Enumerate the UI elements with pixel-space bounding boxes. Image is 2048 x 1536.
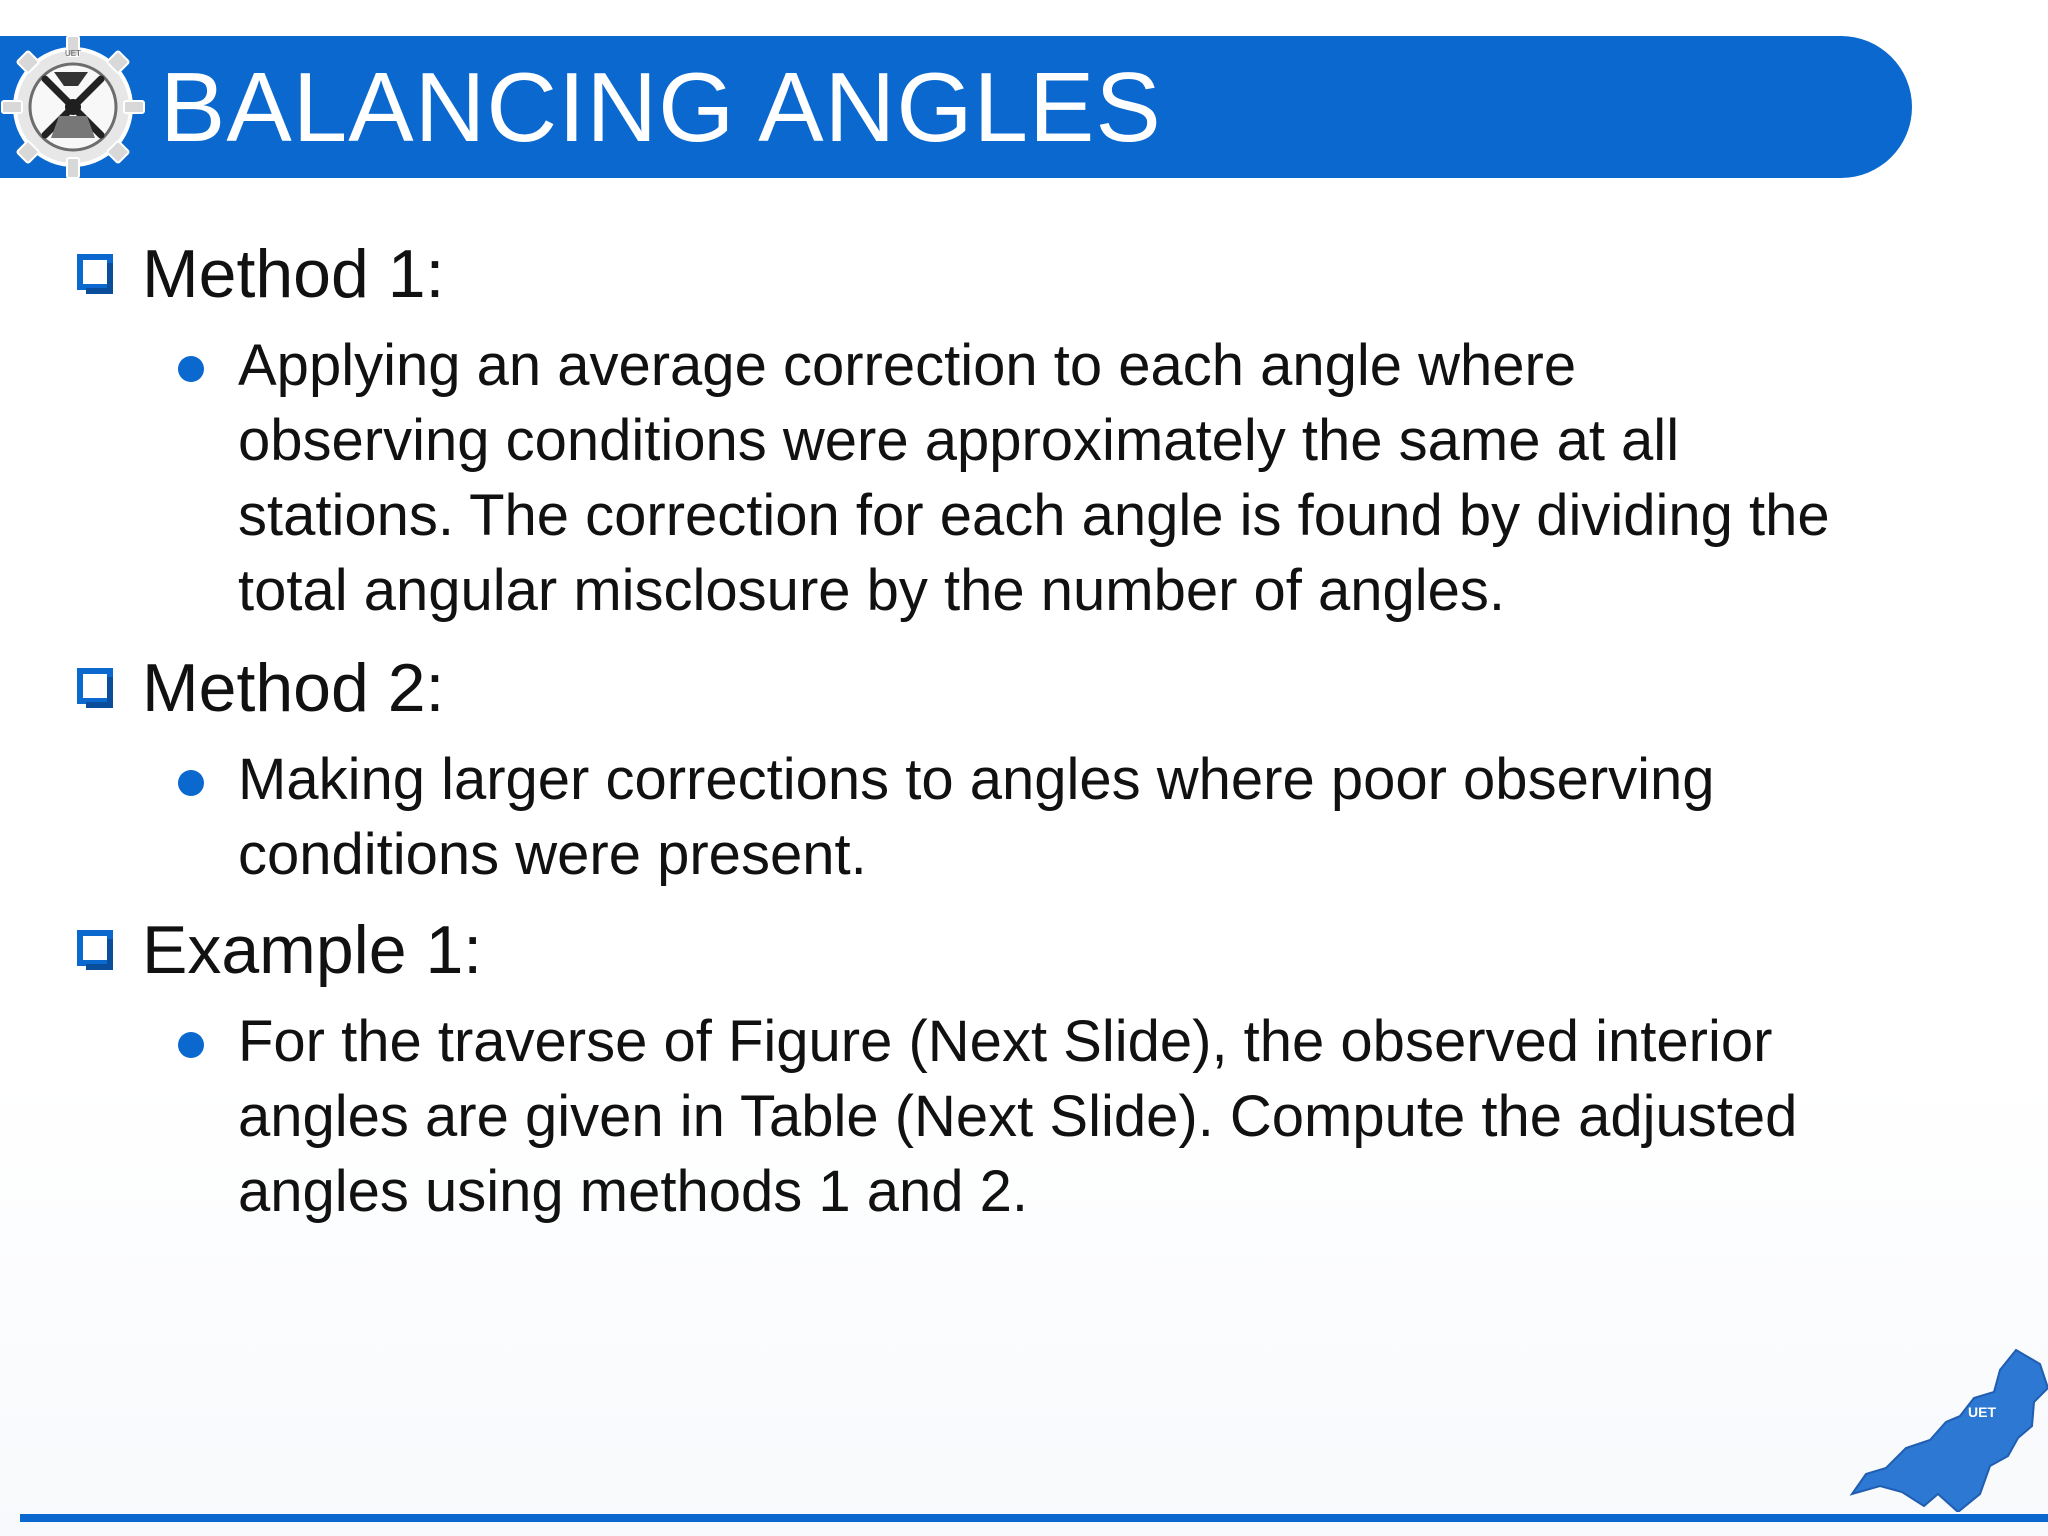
checkbox-icon [76, 253, 118, 295]
bullet-dot-icon [178, 356, 204, 382]
bullet-text: For the traverse of Figure (Next Slide), the observed interior angles are given in Table (Next Slide). Compute the adjusted angles using methods 1 and 2. [238, 1009, 1798, 1224]
map-logo-label: UET [1968, 1404, 1996, 1420]
section-method-1 [76, 234, 444, 314]
section-method-2 [76, 648, 444, 728]
section-heading: Method 1: [142, 236, 445, 312]
checkbox-icon [76, 667, 118, 709]
section-heading: Method 2: [142, 650, 445, 726]
bullet-text: Making larger corrections to angles where poor observing conditions were present. [238, 747, 1715, 887]
bullet-dot-icon [178, 770, 204, 796]
page-title: BALANCING ANGLES [160, 52, 1162, 162]
footer-divider [20, 1514, 2048, 1522]
checkbox-icon [76, 929, 118, 971]
section-example-1 [76, 910, 482, 990]
pakistan-map-icon [1848, 1344, 2048, 1512]
section-heading: Example 1: [142, 912, 483, 988]
bullet-dot-icon [178, 1032, 204, 1058]
svg-text:UET: UET [65, 49, 81, 58]
gear-emblem-icon [0, 34, 146, 180]
bullet-text: Applying an average correction to each angle where observing conditions were approximately the same at all stations. The correction for each angle is found by dividing the total angular misclosure by the number of angles. [238, 333, 1830, 623]
